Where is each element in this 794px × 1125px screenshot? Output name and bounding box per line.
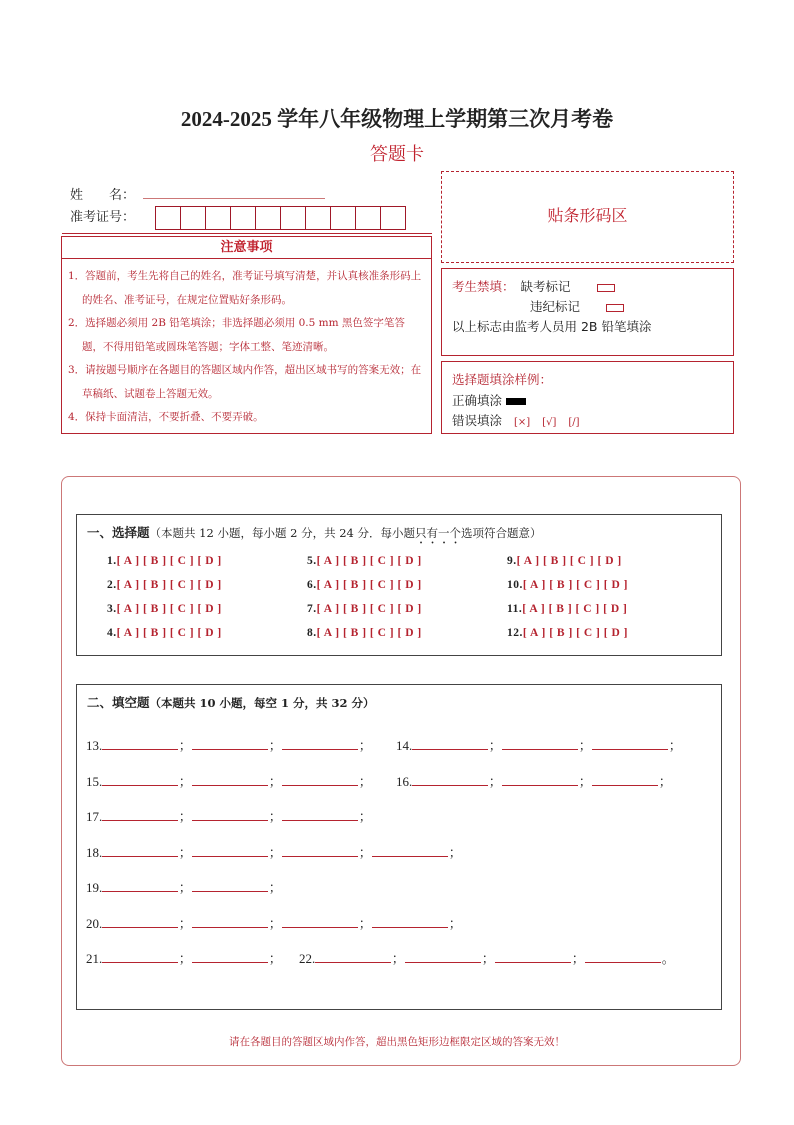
choice-question[interactable] (507, 579, 628, 591)
question-number: 8. (307, 627, 317, 639)
answer-blank[interactable] (192, 774, 268, 786)
choice-question[interactable] (307, 603, 422, 615)
end-mark: ； (268, 951, 282, 966)
fill-question (396, 735, 682, 754)
question-number: 3. (107, 603, 117, 615)
answer-options[interactable]: [ A ] [ B ] [ C ] [ D ] (522, 627, 628, 639)
answer-blank[interactable] (592, 774, 658, 786)
end-mark: ； (668, 738, 682, 753)
answer-options[interactable]: [ A ] [ B ] [ C ] [ D ] (316, 603, 422, 615)
separator: ； (268, 738, 282, 753)
question-number: 13. (86, 738, 103, 753)
question-number: 16. (396, 773, 413, 789)
answer-blank[interactable] (192, 845, 268, 857)
correct-label: 正确填涂 (452, 393, 503, 408)
id-digit-box[interactable] (305, 206, 332, 230)
separator: ； (578, 773, 592, 789)
wrong-mark: [√] (542, 417, 557, 428)
answer-blank[interactable] (192, 738, 268, 750)
question-number: 17. (86, 809, 103, 824)
ban-label: 考生禁填： (452, 279, 515, 294)
sample-box (441, 361, 734, 434)
answer-blank[interactable] (192, 880, 268, 892)
separator: ； (391, 951, 405, 966)
fill-question (86, 771, 372, 790)
name-field[interactable] (143, 198, 325, 199)
answer-blank[interactable] (412, 774, 488, 786)
ban-box (441, 268, 734, 356)
question-number: 20. (86, 915, 103, 931)
answer-blank[interactable] (502, 738, 578, 750)
answer-options[interactable]: [ A ] [ B ] [ C ] [ D ] (116, 627, 222, 639)
answer-blank[interactable] (282, 738, 358, 750)
answer-blank[interactable] (102, 774, 178, 786)
separator: ； (268, 773, 282, 789)
end-mark: ； (658, 773, 672, 789)
answer-blank[interactable] (102, 809, 178, 821)
answer-options[interactable]: [ A ] [ B ] [ C ] [ D ] (116, 579, 222, 591)
name-label: 姓 名： (70, 188, 136, 203)
id-digit-box[interactable] (355, 206, 382, 230)
question-number: 12. (507, 627, 523, 639)
question-number: 22. (299, 951, 316, 966)
end-mark: ； (358, 738, 372, 753)
answer-options[interactable]: [ A ] [ B ] [ C ] [ D ] (522, 603, 628, 615)
fill-question (86, 735, 372, 754)
choice-section (76, 514, 722, 656)
question-number: 21. (86, 951, 103, 966)
end-mark: ； (448, 915, 462, 931)
page-subtitle: 答题卡 (370, 144, 424, 165)
separator: ； (358, 915, 372, 931)
absent-label: 缺考标记 (520, 279, 571, 294)
notice-item: 1．答题前，考生先将自己的姓名，准考证号填写清楚，并认真核准条形码上的姓名、准考证号，在规定位置贴好条形码。 (68, 270, 422, 306)
choice-question[interactable] (507, 603, 627, 615)
fill-question (86, 806, 372, 825)
id-digit-box[interactable] (255, 206, 282, 230)
answer-blank[interactable] (282, 916, 358, 928)
choice-question[interactable] (307, 555, 422, 567)
separator: ； (268, 915, 282, 931)
answer-blank[interactable] (405, 951, 481, 963)
wrong-mark: [/] (568, 417, 580, 428)
fill-question (86, 913, 462, 932)
question-number: 7. (307, 603, 317, 615)
question-number: 14. (396, 738, 413, 753)
choice-question[interactable] (307, 579, 422, 591)
notice-box (61, 236, 432, 434)
question-number: 4. (107, 627, 117, 639)
choice-question[interactable] (107, 555, 222, 567)
id-boxes[interactable] (156, 206, 406, 230)
answer-blank[interactable] (102, 880, 178, 892)
separator: ； (488, 773, 502, 789)
answer-options[interactable]: [ A ] [ B ] [ C ] [ D ] (116, 555, 222, 567)
page-title: 2024-2025 学年八年级物理上学期第三次月考卷 (180, 107, 614, 131)
id-digit-box[interactable] (280, 206, 307, 230)
filled-mark (506, 398, 526, 405)
answer-options[interactable]: [ A ] [ B ] [ C ] [ D ] (316, 555, 422, 567)
answer-blank[interactable] (315, 951, 391, 963)
question-number: 1. (107, 555, 117, 567)
absent-mark[interactable] (597, 284, 615, 292)
question-number: 15. (86, 773, 103, 789)
separator: ； (178, 809, 192, 824)
notice-item: 2．选择题必须用 2B 铅笔填涂；非选择题必须用 0.5 mm 黑色签字笔答题，不得用铅笔或圆珠笔答题；字体工整、笔迹清晰。 (68, 317, 405, 353)
id-digit-box[interactable] (205, 206, 232, 230)
fill-question (86, 877, 282, 896)
answer-blank[interactable] (282, 845, 358, 857)
separator: ； (178, 880, 192, 895)
answer-blank[interactable] (192, 916, 268, 928)
answer-options[interactable]: [ A ] [ B ] [ C ] [ D ] (316, 579, 422, 591)
question-number: 5. (307, 555, 317, 567)
ban-note: 以上标志由监考人员用 2B 铅笔填涂 (452, 319, 652, 334)
id-digit-box[interactable] (230, 206, 257, 230)
violation-mark[interactable] (606, 304, 624, 312)
question-number: 18. (86, 844, 103, 860)
answer-blank[interactable] (102, 951, 178, 963)
question-number: 11. (507, 603, 523, 615)
notice-item: 4．保持卡面清洁，不要折叠、不要弄破。 (68, 411, 264, 423)
choice-question[interactable] (107, 579, 222, 591)
choice-question[interactable] (307, 627, 422, 639)
end-mark: ； (448, 844, 462, 860)
id-label: 准考证号： (70, 210, 136, 225)
notice-item: 3．请按题号顺序在各题目的答题区域内作答，超出区域书写的答案无效；在草稿纸、试题卷上答题无效。 (68, 364, 422, 400)
question-number: 2. (107, 579, 117, 591)
answer-options[interactable]: [ A ] [ B ] [ C ] [ D ] (316, 627, 422, 639)
answer-blank[interactable] (192, 951, 268, 963)
answer-blank[interactable] (502, 774, 578, 786)
separator: ； (178, 738, 192, 753)
answer-options[interactable]: [ A ] [ B ] [ C ] [ D ] (116, 603, 222, 615)
barcode-area: 贴条形码区 (441, 171, 734, 263)
id-digit-box[interactable] (155, 206, 182, 230)
divider (62, 233, 432, 234)
question-number: 10. (507, 579, 523, 591)
separator: ； (268, 809, 282, 824)
answer-options[interactable]: [ A ] [ B ] [ C ] [ D ] (516, 555, 622, 567)
end-mark: ； (268, 880, 282, 895)
answer-blank[interactable] (372, 845, 448, 857)
fill-question (86, 842, 462, 861)
question-number: 9. (507, 555, 517, 567)
question-number: 19. (86, 880, 103, 895)
answer-blank[interactable] (102, 845, 178, 857)
fill-question (396, 771, 672, 790)
question-number: 6. (307, 579, 317, 591)
separator: ； (268, 844, 282, 860)
choice-question[interactable] (107, 603, 222, 615)
id-digit-box[interactable] (330, 206, 357, 230)
separator: ； (488, 738, 502, 753)
separator: ； (571, 951, 585, 966)
fill-question (299, 948, 675, 967)
end-mark: ； (358, 773, 372, 789)
answer-blank[interactable] (102, 916, 178, 928)
answer-blank[interactable] (495, 951, 571, 963)
id-digit-box[interactable] (180, 206, 207, 230)
fill-header: 二、填空题（本题共 10 小题，每空 1 分，共 32 分） (87, 695, 375, 710)
notice-title: 注意事项 (62, 237, 431, 259)
answer-blank[interactable] (282, 774, 358, 786)
wrong-mark: [×] (514, 417, 531, 428)
answer-blank[interactable] (282, 809, 358, 821)
answer-blank[interactable] (192, 809, 268, 821)
end-mark: 。 (661, 951, 675, 966)
end-mark: ； (358, 809, 372, 824)
choice-question[interactable] (507, 555, 622, 567)
answer-blank[interactable] (592, 738, 668, 750)
separator: ； (481, 951, 495, 966)
separator: ； (178, 844, 192, 860)
separator: ； (178, 773, 192, 789)
separator: ； (358, 844, 372, 860)
violation-label: 违纪标记 (530, 299, 581, 314)
answer-options[interactable]: [ A ] [ B ] [ C ] [ D ] (522, 579, 628, 591)
footer-note: 请在各题目的答题区域内作答，超出黑色矩形边框限定区域的答案无效！ (229, 1036, 565, 1048)
answer-blank[interactable] (412, 738, 488, 750)
sample-title: 选择题填涂样例： (452, 372, 553, 387)
choice-header: 一、选择题（本题共 12 小题，每小题 2 分，共 24 分．每小题只有一个选项符合题意） (87, 525, 542, 540)
choice-question[interactable] (107, 627, 222, 639)
wrong-label: 错误填涂 (452, 413, 503, 428)
separator: ； (578, 738, 592, 753)
id-digit-box[interactable] (380, 206, 407, 230)
answer-blank[interactable] (102, 738, 178, 750)
separator: ； (178, 951, 192, 966)
answer-blank[interactable] (585, 951, 661, 963)
answer-blank[interactable] (372, 916, 448, 928)
fill-section (76, 684, 722, 1010)
separator: ； (178, 915, 192, 931)
fill-question (86, 948, 282, 967)
choice-question[interactable] (507, 627, 628, 639)
